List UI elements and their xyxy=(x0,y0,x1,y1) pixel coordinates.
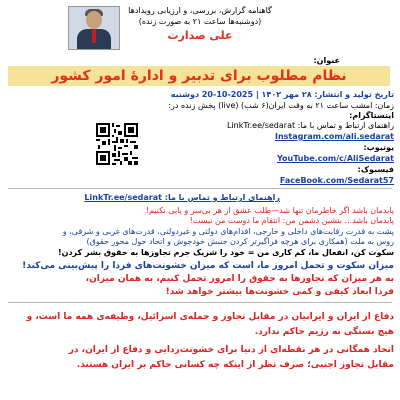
para-2a: پشت به قدرت رقابت‌های داخلی و خارجی، اقدام‌های دولتی و غیردولتی، قدرت‌های غربی و شرقی، و xyxy=(62,227,394,236)
para-5d: مقابل تجاوز اجنبی؛ صرف نظر از اینکه چه کسانی حاکم بر ایران هستند. xyxy=(76,360,394,370)
contact-line[interactable]: راهنمای ارتباط و تماس با ما: LinkTr.ee/sedarat xyxy=(226,121,394,130)
para-4a: میزان سکوت و تحمل امروز ما، است که میزان خشونت‌های فردا را پیش‌بینی می‌کند! xyxy=(22,261,394,271)
instagram-label: اینستاگرام: xyxy=(349,111,394,120)
para-1a: پایدمان باشد اگر خاطرمان تنها شد—طلب عشق از هر بی‌سر و پایی نکنیم! xyxy=(145,206,394,215)
header-subtitle-1: گاهنامه گزارش، بررسی، و ارزیابی رویدادها xyxy=(128,6,272,15)
para-5a: دفاع از ایران و ایرانیان در مقابل تجاوز و حمله‌ی اسرائیل، وظیفه‌ی همه ما است، و xyxy=(26,312,394,322)
time-line: زمان: امشب ساعت ۲۱ به وقت ایران(۶ شب) (live) پخش زنده در: xyxy=(168,101,394,110)
topic-label: عنوان: xyxy=(313,56,340,65)
youtube-label: یوتیوب: xyxy=(363,143,394,152)
para-2b: روس به ملت (همکاری برای هرچه فراگیرتر کردن جنبش خودجوش و اتحاد حول محور حقوق) xyxy=(86,237,394,246)
qr-code-icon[interactable] xyxy=(96,123,138,165)
para-1b: پایدمان باشد... بنشین دشمن من: انتقام ما دوست من نیست! xyxy=(189,216,394,225)
para-4b: به هر میزان که تجاوزها به حقوق را امروز تحمل کنیم، به همان میزان، xyxy=(85,274,394,284)
para-5c: اتحاد همگانی در هر نقطه‌ای از دنیا برای خشونت‌زدایی و دفاع از ایران، در xyxy=(68,345,394,355)
para-4c: فردا ابعاد کیفی و کمی خشونت‌ها بیشتر خواهد شد! xyxy=(165,287,394,297)
facebook-link[interactable]: FaceBook.com/Sedarat57 xyxy=(279,176,394,185)
banner-title: نظام مطلوب برای تدبیر و ادارهٔ امور کشور xyxy=(8,66,390,86)
para-3: سکوت کن، انفعال ما، کم کاری من = خود را شریک جرم تجاوزها به حقوق بشر کردن! xyxy=(57,248,394,257)
date-line: تاریخ تولید و انتشار: ۲۸ مهر ۱۴۰۲ | 2025-10-20 دوشنبه xyxy=(170,90,394,99)
divider-2 xyxy=(8,302,392,303)
divider xyxy=(8,188,392,189)
para-5b: هیچ بستگی به رژیم حاکم ندارد. xyxy=(254,327,394,337)
guide-link[interactable]: راهنمای ارتباط و تماس با ما: LinkTr.ee/sedarat xyxy=(84,193,280,202)
header-subtitle-2: (دوشنبه‌ها ساعت ۲۱ به صورت زنده) xyxy=(138,17,262,26)
facebook-label: فیسبوک: xyxy=(357,165,394,174)
instagram-link[interactable]: Instagram.com/ali.sedarat xyxy=(275,132,394,141)
youtube-link[interactable]: YouTube.com/c/AliSedarat xyxy=(276,154,394,163)
author-name: علی صدارت xyxy=(167,29,233,42)
